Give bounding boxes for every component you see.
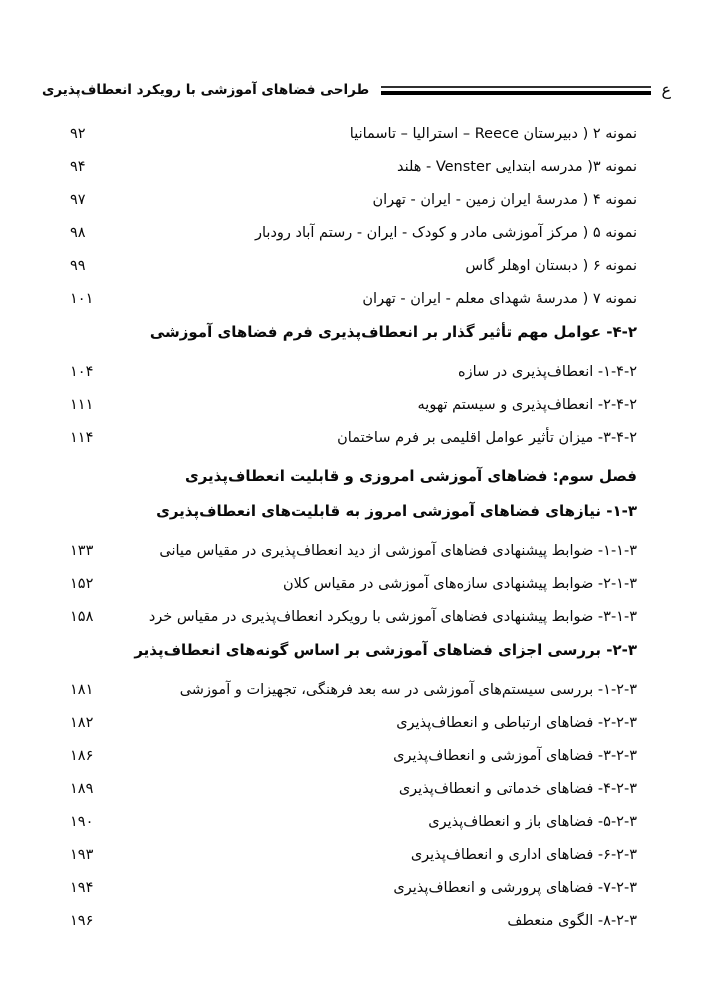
toc-page-number: ۱۸۶: [70, 748, 94, 764]
running-head-title: طراحی فضاهای آموزشی با رویکرد انعطاف‌پذیری: [42, 82, 370, 98]
toc-row-entry: [0, 157, 707, 178]
toc-page-number: ۹۹: [70, 258, 86, 274]
toc-entry-label: نمونه ۷ ( مدرسۀ شهدای معلم - ایران - تهران: [362, 291, 637, 307]
running-head: [42, 74, 671, 106]
toc-row-entry: [0, 680, 707, 701]
header-page-number: ع: [661, 80, 671, 99]
toc-page-number: ۱۵۸: [70, 609, 94, 625]
toc-entry-label: ۳‏-‏۲‏-‏۵‏- فضاهای باز و انعطاف‌پذیری: [428, 814, 637, 830]
toc-entry-label: نمونه ۴ ( مدرسۀ ایران زمین - ایران - تهران: [372, 192, 637, 208]
toc-row-entry: [0, 362, 707, 383]
toc-entry-label: ۳‏-‏۱‏-‏۲‏- ضوابط پیشنهادی سازه‌های آموزشی در مقیاس کلان: [283, 576, 637, 592]
toc-entry-label: ۲‏-‏۴‏-‏۲‏- انعطاف‌پذیری و سیستم تهویه: [417, 397, 637, 413]
toc-page-number: ۱۱۱: [70, 397, 94, 413]
toc-row-heading: [0, 501, 707, 522]
toc-entry-label: ۳‏-‏۱‏-‏۱‏- ضوابط پیشنهادی فضاهای آموزشی از دید انعطاف‌پذیری در مقیاس میانی: [159, 543, 637, 559]
toc-row-heading: [0, 322, 707, 343]
toc-page-number: ۹۸: [70, 225, 86, 241]
rule-thick-line: [381, 91, 651, 95]
toc-page-number: ۱۸۲: [70, 715, 94, 731]
toc-row-entry: [0, 746, 707, 767]
toc-entry-label: ۳‏-‏۲‏-‏۳‏- فضاهای آموزشی و انعطاف‌پذیری: [393, 748, 637, 764]
toc-page-number: ۱۰۴: [70, 364, 94, 380]
toc-page-number: ۱۹۳: [70, 847, 94, 863]
toc-row-entry: [0, 574, 707, 595]
toc-page-number: ۱۳۳: [70, 543, 94, 559]
toc-entry-label: ۲‏-‏۴‏-‏۱‏- انعطاف‌پذیری در سازه: [458, 364, 637, 380]
toc-entry-label: ۲‏-‏۴‏-‏۳‏- میزان تأثیر عوامل اقلیمی بر فرم ساختمان: [337, 430, 637, 446]
toc-page-number: ۱۸۱: [70, 682, 94, 698]
toc-heading-label: فصل سوم: فضاهای آموزشی امروزی و قابلیت انعطاف‌پذیری: [184, 467, 637, 485]
toc-page-number: ۱۱۴: [70, 430, 94, 446]
toc-row-chapter: [0, 466, 707, 487]
toc-entry-label: نمونه ۳( مدرسه ابتدایی Venster - هلند: [396, 159, 637, 175]
toc-entry-label: ۳‏-‏۲‏-‏۲‏- فضاهای ارتباطی و انعطاف‌پذیری: [396, 715, 637, 731]
toc-entry-label: ۳‏-‏۲‏-‏۴‏- فضاهای خدماتی و انعطاف‌پذیری: [398, 781, 637, 797]
toc-row-entry: [0, 190, 707, 211]
toc-row-entry: [0, 911, 707, 932]
toc-entry-label: ۳‏-‏۲‏-‏۷‏- فضاهای پرورشی و انعطاف‌پذیری: [393, 880, 637, 896]
toc-row-entry: [0, 541, 707, 562]
toc-row-entry: [0, 812, 707, 833]
toc-page-number: ۱۹۴: [70, 880, 94, 896]
toc-row-entry: [0, 779, 707, 800]
toc-page-number: ۹۲: [70, 126, 86, 142]
toc-page-number: ۱۹۰: [70, 814, 94, 830]
toc-heading-label: ۳‏-‏۱‏- نیازهای فضاهای آموزشی امروز به قابلیت‌های انعطاف‌پذیری: [156, 502, 637, 520]
header-double-rule: [381, 86, 651, 95]
toc-row-entry: [0, 845, 707, 866]
table-of-contents: [0, 124, 707, 944]
toc-page-number: ۱۹۶: [70, 913, 94, 929]
toc-page-number: ۹۴: [70, 159, 86, 175]
toc-row-entry: [0, 223, 707, 244]
toc-row-entry: [0, 713, 707, 734]
toc-row-entry: [0, 428, 707, 449]
toc-page-number: ۹۷: [70, 192, 86, 208]
toc-page-number: ۱۸۹: [70, 781, 94, 797]
toc-row-entry: [0, 395, 707, 416]
toc-entry-label: نمونه ۵ ( مرکز آموزشی مادر و کودک - ایران - رستم آباد رودبار: [254, 225, 637, 241]
toc-page-number: ۱۵۲: [70, 576, 94, 592]
rule-thin-line: [381, 86, 651, 88]
toc-entry-label: نمونه ۶ ( دبستان اوهلر گاس: [465, 258, 637, 274]
toc-row-entry: [0, 878, 707, 899]
toc-heading-label: ۲‏-‏۴‏- عوامل مهم تأثیر گذار بر انعطاف‌پذیری فرم فضاهای آموزشی: [149, 323, 637, 341]
toc-row-entry: [0, 124, 707, 145]
toc-page-number: ۱۰۱: [70, 291, 94, 307]
toc-entry-label: ۳‏-‏۲‏-‏۸‏- الگوی منعطف: [507, 913, 637, 929]
toc-row-entry: [0, 289, 707, 310]
toc-row-entry: [0, 607, 707, 628]
toc-row-entry: [0, 256, 707, 277]
toc-entry-label: نمونه ۲ ( دبیرستان Reece – استرالیا – تاسمانیا: [349, 126, 637, 142]
toc-entry-label: ۳‏-‏۲‏-‏۱‏- بررسی سیستم‌های آموزشی در سه بعد فرهنگی، تجهیزات و آموزشی: [179, 682, 637, 698]
toc-heading-label: ۳‏-‏۲‏- بررسی اجزای فضاهای آموزشی بر اساس گونه‌های انعطاف‌پذیر: [134, 641, 637, 659]
toc-row-heading: [0, 640, 707, 661]
toc-entry-label: ۳‏-‏۲‏-‏۶‏- فضاهای اداری و انعطاف‌پذیری: [410, 847, 637, 863]
toc-entry-label: ۳‏-‏۱‏-‏۳‏- ضوابط پیشنهادی فضاهای آموزشی با رویکرد انعطاف‌پذیری در مقیاس خرد: [148, 609, 637, 625]
